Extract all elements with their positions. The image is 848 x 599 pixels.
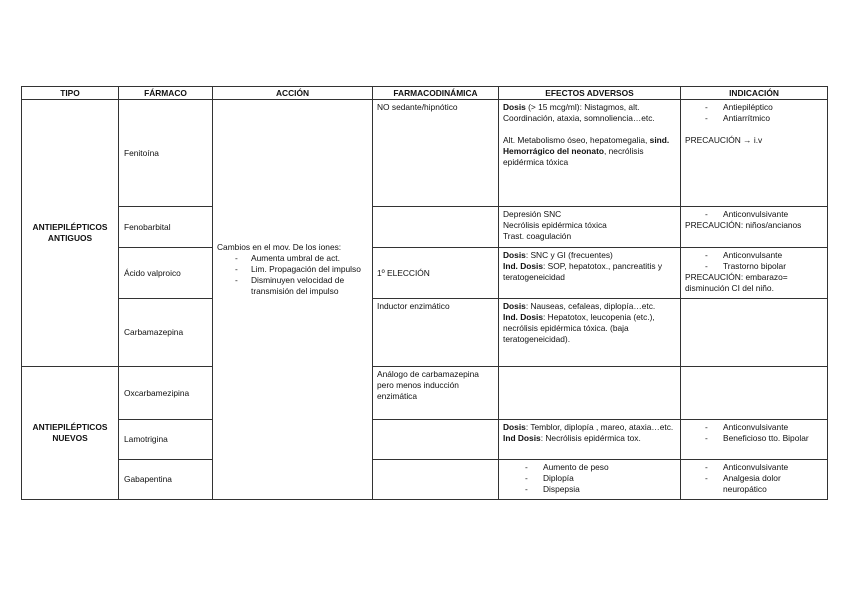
farmaco-fenitoina: Fenitoína — [119, 100, 213, 207]
farmaco-fenobarbital: Fenobarbital — [119, 207, 213, 248]
indicacion-fenitoina — [681, 100, 828, 207]
indicacion-item: - Beneficioso tto. Bipolar — [685, 433, 823, 444]
efectos-metabolismo — [503, 135, 676, 168]
farmaco-acido-valproico: Ácido valproico — [119, 248, 213, 299]
indicacion-list — [685, 422, 823, 444]
farmaco-lamotrigina: Lamotrigina — [119, 420, 213, 460]
efectos-ind-dosis — [503, 433, 676, 444]
indicacion-item: - Anticonvulsivante — [685, 209, 823, 220]
table-row — [22, 207, 828, 248]
efectos-oxcarbamezipina — [499, 367, 681, 420]
efectos-dosis — [503, 250, 676, 261]
indicacion-acido-valproico — [681, 248, 828, 299]
farmaco-carbamazepina: Carbamazepina — [119, 299, 213, 367]
farmaco-oxcarbamezipina: Oxcarbamezipina — [119, 367, 213, 420]
farmaco-gabapentina: Gabapentina — [119, 460, 213, 500]
efectos-line: Depresión SNC — [503, 209, 562, 219]
efectos-dosis — [503, 422, 676, 433]
dosis-text: (> 15 mcg/ml): Nistagmos, alt. Coordinación, ataxia, somnoliencia…etc. — [503, 102, 655, 123]
efectos-acido-valproico — [499, 248, 681, 299]
dosis-label: Dosis — [503, 301, 526, 311]
header-farmaco: FÁRMACO — [119, 87, 213, 100]
precaucion-text: PRECAUCIÓN: niños/ancianos — [685, 220, 802, 230]
table-row — [22, 420, 828, 460]
accion-intro: Cambios en el mov. De los iones: — [217, 242, 342, 252]
indicacion-list — [685, 209, 823, 220]
header-efectos-adversos: EFECTOS ADVERSOS — [499, 87, 681, 100]
efectos-dosis — [503, 301, 676, 312]
accion-item: - Lim. Propagación del impulso — [217, 264, 369, 275]
accion-cell — [213, 100, 373, 500]
indicacion-item: - Anticonvulsivante — [685, 462, 823, 473]
farmacodinamica-fenitoina: NO sedante/hipnótico — [373, 100, 499, 207]
ind-dosis-label: Ind Dosis — [503, 433, 541, 443]
accion-list — [217, 253, 369, 297]
efectos-text: Alt. Metabolismo óseo, hepatomegalia, — [503, 135, 650, 145]
efectos-bold-text: sind. Hemorrágico del neonato — [503, 135, 670, 156]
ind-dosis-label: Ind. Dosis — [503, 312, 544, 322]
ind-dosis-text: : Necrólisis epidérmica tox. — [540, 433, 641, 443]
efectos-text: , necrólisis epidérmica tóxica — [503, 146, 644, 167]
farmacodinamica-acido-valproico: 1º ELECCIÓN — [373, 248, 499, 299]
efectos-carbamazepina — [499, 299, 681, 367]
indicacion-list — [685, 250, 823, 272]
precaucion-text: PRECAUCIÓN: embarazo= disminución CI del niño. — [685, 272, 788, 293]
table-row — [22, 100, 828, 207]
ind-dosis-label: Ind. Dosis — [503, 261, 544, 271]
farmacodinamica-lamotrigina — [373, 420, 499, 460]
header-indicacion: INDICACIÓN — [681, 87, 828, 100]
header-tipo: TIPO — [22, 87, 119, 100]
efectos-fenobarbital — [499, 207, 681, 248]
table-row — [22, 367, 828, 420]
table-row — [22, 299, 828, 367]
drug-table — [21, 86, 828, 500]
efectos-fenitoina — [499, 100, 681, 207]
dosis-label: Dosis — [503, 422, 526, 432]
efectos-line: Necrólisis epidérmica tóxica — [503, 220, 607, 230]
tipo-antiguos: ANTIEPILÉPTICOS ANTIGUOS — [22, 100, 119, 367]
indicacion-item: - Analgesia dolor neuropático — [685, 473, 823, 495]
indicacion-lamotrigina — [681, 420, 828, 460]
dosis-text: : Temblor, diplopía , mareo, ataxia…etc. — [525, 422, 674, 432]
efectos-dosis — [503, 102, 676, 124]
efectos-gabapentina — [499, 460, 681, 500]
farmacodinamica-oxcarbamezipina: Análogo de carbamazepina pero menos inducción enzimática — [373, 367, 499, 420]
indicacion-list — [685, 102, 823, 124]
dosis-label: Dosis — [503, 250, 526, 260]
efectos-ind-dosis — [503, 261, 676, 283]
indicacion-gabapentina — [681, 460, 828, 500]
farmacodinamica-gabapentina — [373, 460, 499, 500]
precaucion-text: PRECAUCIÓN → i.v — [685, 135, 763, 145]
indicacion-item: - Anticonvulsivante — [685, 422, 823, 433]
efectos-item: - Aumento de peso — [503, 462, 676, 473]
header-farmacodinamica: FARMACODINÁMICA — [373, 87, 499, 100]
farmacodinamica-carbamazepina: Inductor enzimático — [373, 299, 499, 367]
indicacion-carbamazepina — [681, 299, 828, 367]
efectos-list — [503, 462, 676, 495]
efectos-item: - Diplopía — [503, 473, 676, 484]
efectos-item: - Dispepsia — [503, 484, 676, 495]
accion-item: - Disminuyen velocidad de transmisión del impulso — [217, 275, 369, 297]
dosis-text: : SNC y GI (frecuentes) — [525, 250, 613, 260]
header-accion: ACCIÓN — [213, 87, 373, 100]
dosis-text: : Nauseas, cefaleas, diplopía…etc. — [525, 301, 656, 311]
table-row — [22, 460, 828, 500]
indicacion-oxcarbamezipina — [681, 367, 828, 420]
indicacion-item: - Trastorno bipolar — [685, 261, 823, 272]
tipo-nuevos: ANTIEPILÉPTICOS NUEVOS — [22, 367, 119, 500]
ind-dosis-text: : SOP, hepatotox., pancreatitis y teratogeneicidad — [503, 261, 663, 282]
table-row — [22, 248, 828, 299]
accion-item: - Aumenta umbral de act. — [217, 253, 369, 264]
efectos-ind-dosis — [503, 312, 676, 345]
farmacodinamica-fenobarbital — [373, 207, 499, 248]
indicacion-item: - Antiepiléptico — [685, 102, 823, 113]
indicacion-fenobarbital — [681, 207, 828, 248]
indicacion-item: - Anticonvulsante — [685, 250, 823, 261]
header-row — [22, 87, 828, 100]
indicacion-list — [685, 462, 823, 495]
indicacion-item: - Antiarrítmico — [685, 113, 823, 124]
efectos-lamotrigina — [499, 420, 681, 460]
ind-dosis-text: : Hepatotox, leucopenia (etc.), necrólisis epidérmica tóxica. (baja teratogeneicidad). — [503, 312, 655, 344]
efectos-line: Trast. coagulación — [503, 231, 572, 241]
dosis-label: Dosis — [503, 102, 526, 112]
